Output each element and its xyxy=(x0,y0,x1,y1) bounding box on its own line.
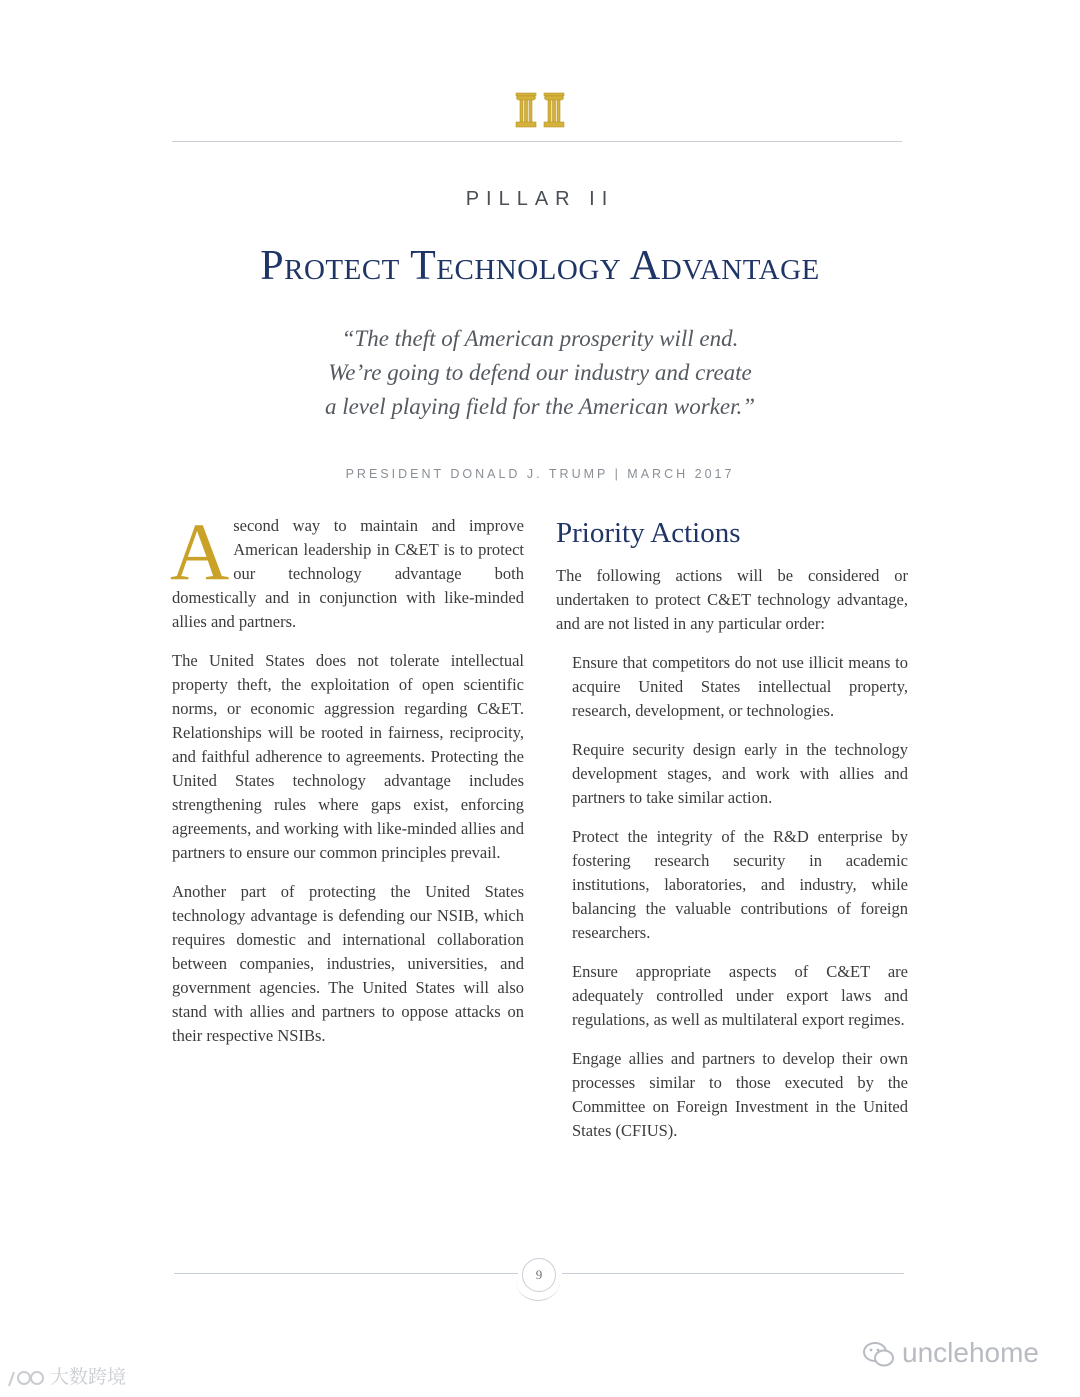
body-paragraph: The United States does not tolerate intellectual property theft, the exploitation of open scientific norms, or economic aggression regarding C&ET. Relationships will be rooted in fairness, reciprocity, and faithful adherence to agreements. Protecting the United States technology advantage includes strengthening rules where gaps exist, enforcing agreements, and working with like-minded allies and partners to ensure our common principles prevail. xyxy=(172,651,524,862)
header-divider xyxy=(172,141,902,142)
priority-actions-intro: The following actions will be considered or undertaken to protect C&ET technology advantage, and are not listed in any particular order: xyxy=(556,566,908,633)
page-title: Protect Technology Advantage xyxy=(260,243,820,289)
priority-action-item: Engage allies and partners to develop their own processes similar to those executed by the Committee on Foreign Investment in the United States (CFIUS). xyxy=(572,1049,908,1140)
priority-actions-heading: Priority Actions xyxy=(556,517,741,549)
drop-cap: A xyxy=(170,506,230,597)
left-column xyxy=(170,506,524,1063)
priority-action-item: Ensure appropriate aspects of C&ET are adequately controlled under export laws and regulations, as well as multilateral export regimes. xyxy=(572,962,908,1029)
page-number: 9 xyxy=(522,1258,556,1292)
watermark-right xyxy=(862,1337,1039,1369)
quote-line-2: We’re going to defend our industry and create xyxy=(328,360,752,385)
watermark-left xyxy=(6,1362,126,1390)
watermark-logo-icon xyxy=(6,1366,46,1390)
intro-paragraph xyxy=(170,506,524,634)
right-column xyxy=(556,514,908,1158)
priority-action-item: Protect the integrity of the R&D enterprise by fostering research security in academic institutions, laboratories, and industry, while balancing the valuable contributions of foreign researchers. xyxy=(572,827,908,942)
quote-line-1: “The theft of American prosperity will end. xyxy=(341,326,739,351)
watermark-right-text: unclehome xyxy=(902,1337,1039,1368)
body-paragraph: Another part of protecting the United States technology advantage is defending our NSIB, which requires domestic and international collaboration between companies, industries, universities, and government agencies. The United States will also stand with allies and partners to oppose attacks on their respective NSIBs. xyxy=(172,882,524,1045)
intro-paragraph-text: second way to maintain and improve American leadership in C&ET is to protect our technology advantage both domestically and in conjunction with like-minded allies and partners. xyxy=(172,516,524,631)
pillar-ii-icon xyxy=(514,92,566,128)
watermark-left-text: 大数跨境 xyxy=(50,1366,127,1388)
presidential-quote xyxy=(0,322,1080,424)
quote-line-3: a level playing field for the American worker.” xyxy=(324,394,756,419)
quote-attribution: PRESIDENT DONALD J. TRUMP | MARCH 2017 xyxy=(345,467,735,481)
priority-action-item: Ensure that competitors do not use illicit means to acquire United States intellectual property, research, development, or technologies. xyxy=(572,653,908,720)
wechat-icon xyxy=(862,1341,896,1369)
priority-action-item: Require security design early in the technology development stages, and work with allies and partners to take similar action. xyxy=(572,740,908,807)
footer-divider-right xyxy=(562,1273,904,1274)
pillar-label: PILLAR II xyxy=(465,188,615,210)
footer-divider-left xyxy=(174,1273,518,1274)
